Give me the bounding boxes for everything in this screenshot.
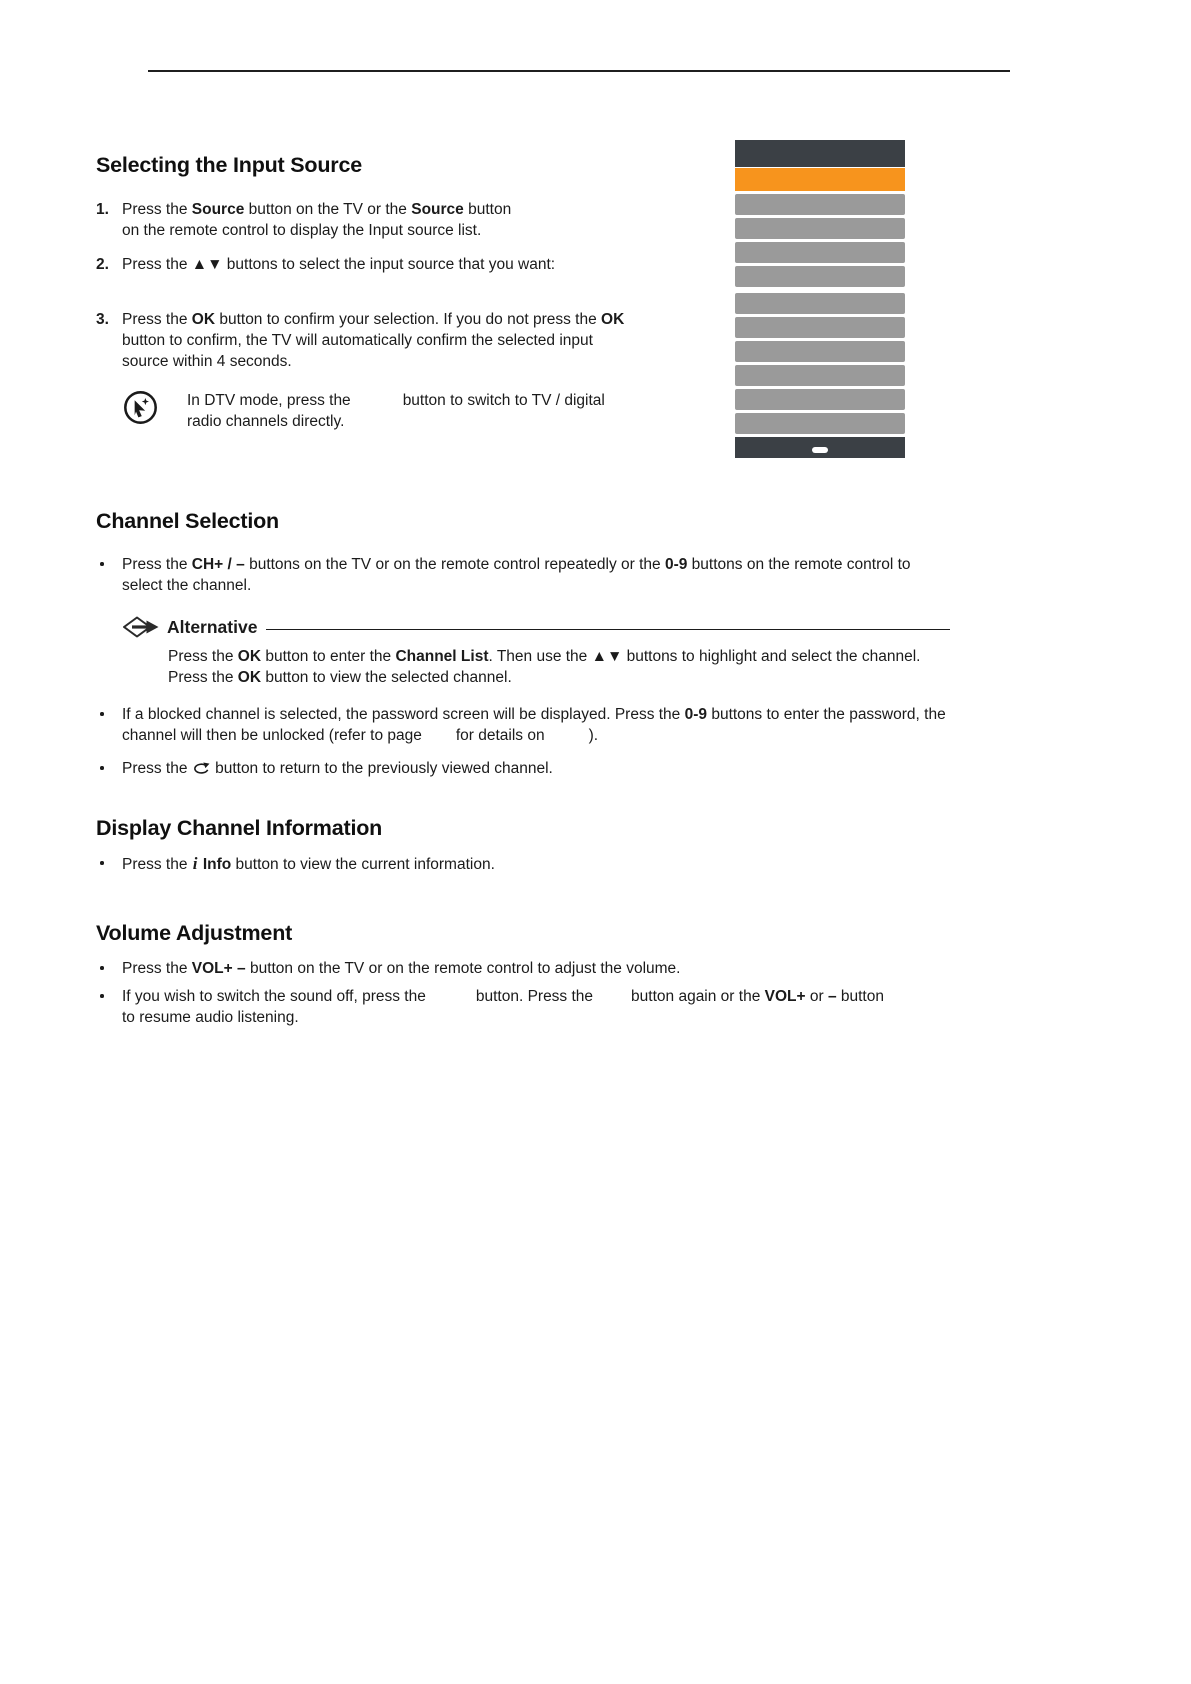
alternative-rule	[266, 628, 950, 630]
top-rule	[148, 70, 1010, 72]
bullet-text: Press the VOL+ – button on the TV or on the remote control to adjust the volume.	[122, 960, 681, 977]
bullet-text-post: button to return to the previously viewed channel.	[210, 760, 553, 777]
section-input-source	[96, 152, 716, 432]
bullet-text-post: Info button to view the current information.	[202, 856, 495, 873]
bullet-dot-icon	[96, 704, 122, 746]
menu-row	[735, 413, 905, 434]
step-text: Press the ▲▼ buttons to select the input source that you want:	[122, 256, 556, 273]
step-item	[96, 199, 716, 241]
step-number: 2.	[96, 256, 109, 273]
step-item	[96, 309, 716, 372]
bullet-item	[96, 958, 996, 979]
section-volume-adjustment	[96, 920, 996, 1028]
menu-row	[735, 266, 905, 287]
menu-row	[735, 389, 905, 410]
menu-row	[735, 194, 905, 215]
menu-row	[735, 317, 905, 338]
bullet-dot-icon	[96, 853, 122, 875]
bullet-dot-icon	[96, 958, 122, 979]
alternative-label: Alternative	[167, 616, 258, 637]
step-number: 1.	[96, 201, 109, 218]
section-title: Selecting the Input Source	[96, 153, 362, 177]
menu-row	[735, 218, 905, 239]
bullet-text	[122, 758, 996, 779]
bullet-text: If a blocked channel is selected, the password screen will be displayed. Press the 0-9 buttons to enter the password, the channel will then be unlocked (refer to page for details on ).	[122, 706, 946, 744]
alternative-body: Press the OK button to enter the Channel List. Then use the ▲▼ buttons to highlight and select the channel. Press the OK button to view the selected channel.	[168, 648, 921, 686]
bullet-item	[96, 853, 916, 875]
section-title: Volume Adjustment	[96, 921, 293, 945]
bullet-item	[96, 554, 996, 596]
alternative-callout	[120, 614, 950, 688]
bullet-item	[96, 758, 996, 779]
note-icon	[122, 389, 159, 426]
menu-rows	[735, 194, 905, 434]
menu-footer-bar	[735, 437, 905, 458]
bullet-dot-icon	[96, 758, 122, 779]
menu-row	[735, 341, 905, 362]
note	[122, 387, 716, 432]
bullet-text: Press the CH+ / – buttons on the TV or on the remote control repeatedly or the 0-9 buttons on the remote control to select the channel.	[122, 556, 911, 594]
section-title: Channel Selection	[96, 509, 279, 533]
bullet-dot-icon	[96, 554, 122, 596]
step-item	[96, 254, 716, 275]
section-channel-selection	[96, 508, 996, 779]
menu-row	[735, 365, 905, 386]
step-number: 3.	[96, 311, 109, 328]
bullet-item	[96, 704, 996, 746]
menu-indicator-pill	[812, 447, 828, 453]
bullet-item	[96, 986, 996, 1028]
section-title: Display Channel Information	[96, 816, 383, 840]
step-text: Press the OK button to confirm your selection. If you do not press the OK button to confirm, the TV will automatically confirm the selected input source within 4 seconds.	[122, 311, 625, 370]
bullet-text-pre: Press the	[122, 760, 192, 777]
bullet-text-pre: Press the	[122, 856, 192, 873]
info-icon: i	[192, 854, 198, 873]
alternative-icon	[120, 614, 160, 640]
step-text: Press the Source button on the TV or the Source button on the remote control to display the Input source list.	[122, 201, 512, 239]
menu-row	[735, 293, 905, 314]
note-text: In DTV mode, press the button to switch to TV / digital radio channels directly.	[187, 392, 605, 430]
return-icon	[192, 760, 211, 777]
step-list	[96, 199, 716, 372]
menu-row	[735, 242, 905, 263]
input-source-menu-figure	[735, 140, 905, 458]
bullet-text: If you wish to switch the sound off, press the button. Press the button again or the VOL+ or – button to resume audio listening.	[122, 988, 884, 1026]
bullet-text	[122, 853, 916, 875]
bullet-dot-icon	[96, 986, 122, 1028]
alternative-header	[120, 614, 950, 640]
menu-selected-row	[735, 168, 905, 191]
section-display-channel-information	[96, 815, 916, 875]
menu-header-bar	[735, 140, 905, 167]
